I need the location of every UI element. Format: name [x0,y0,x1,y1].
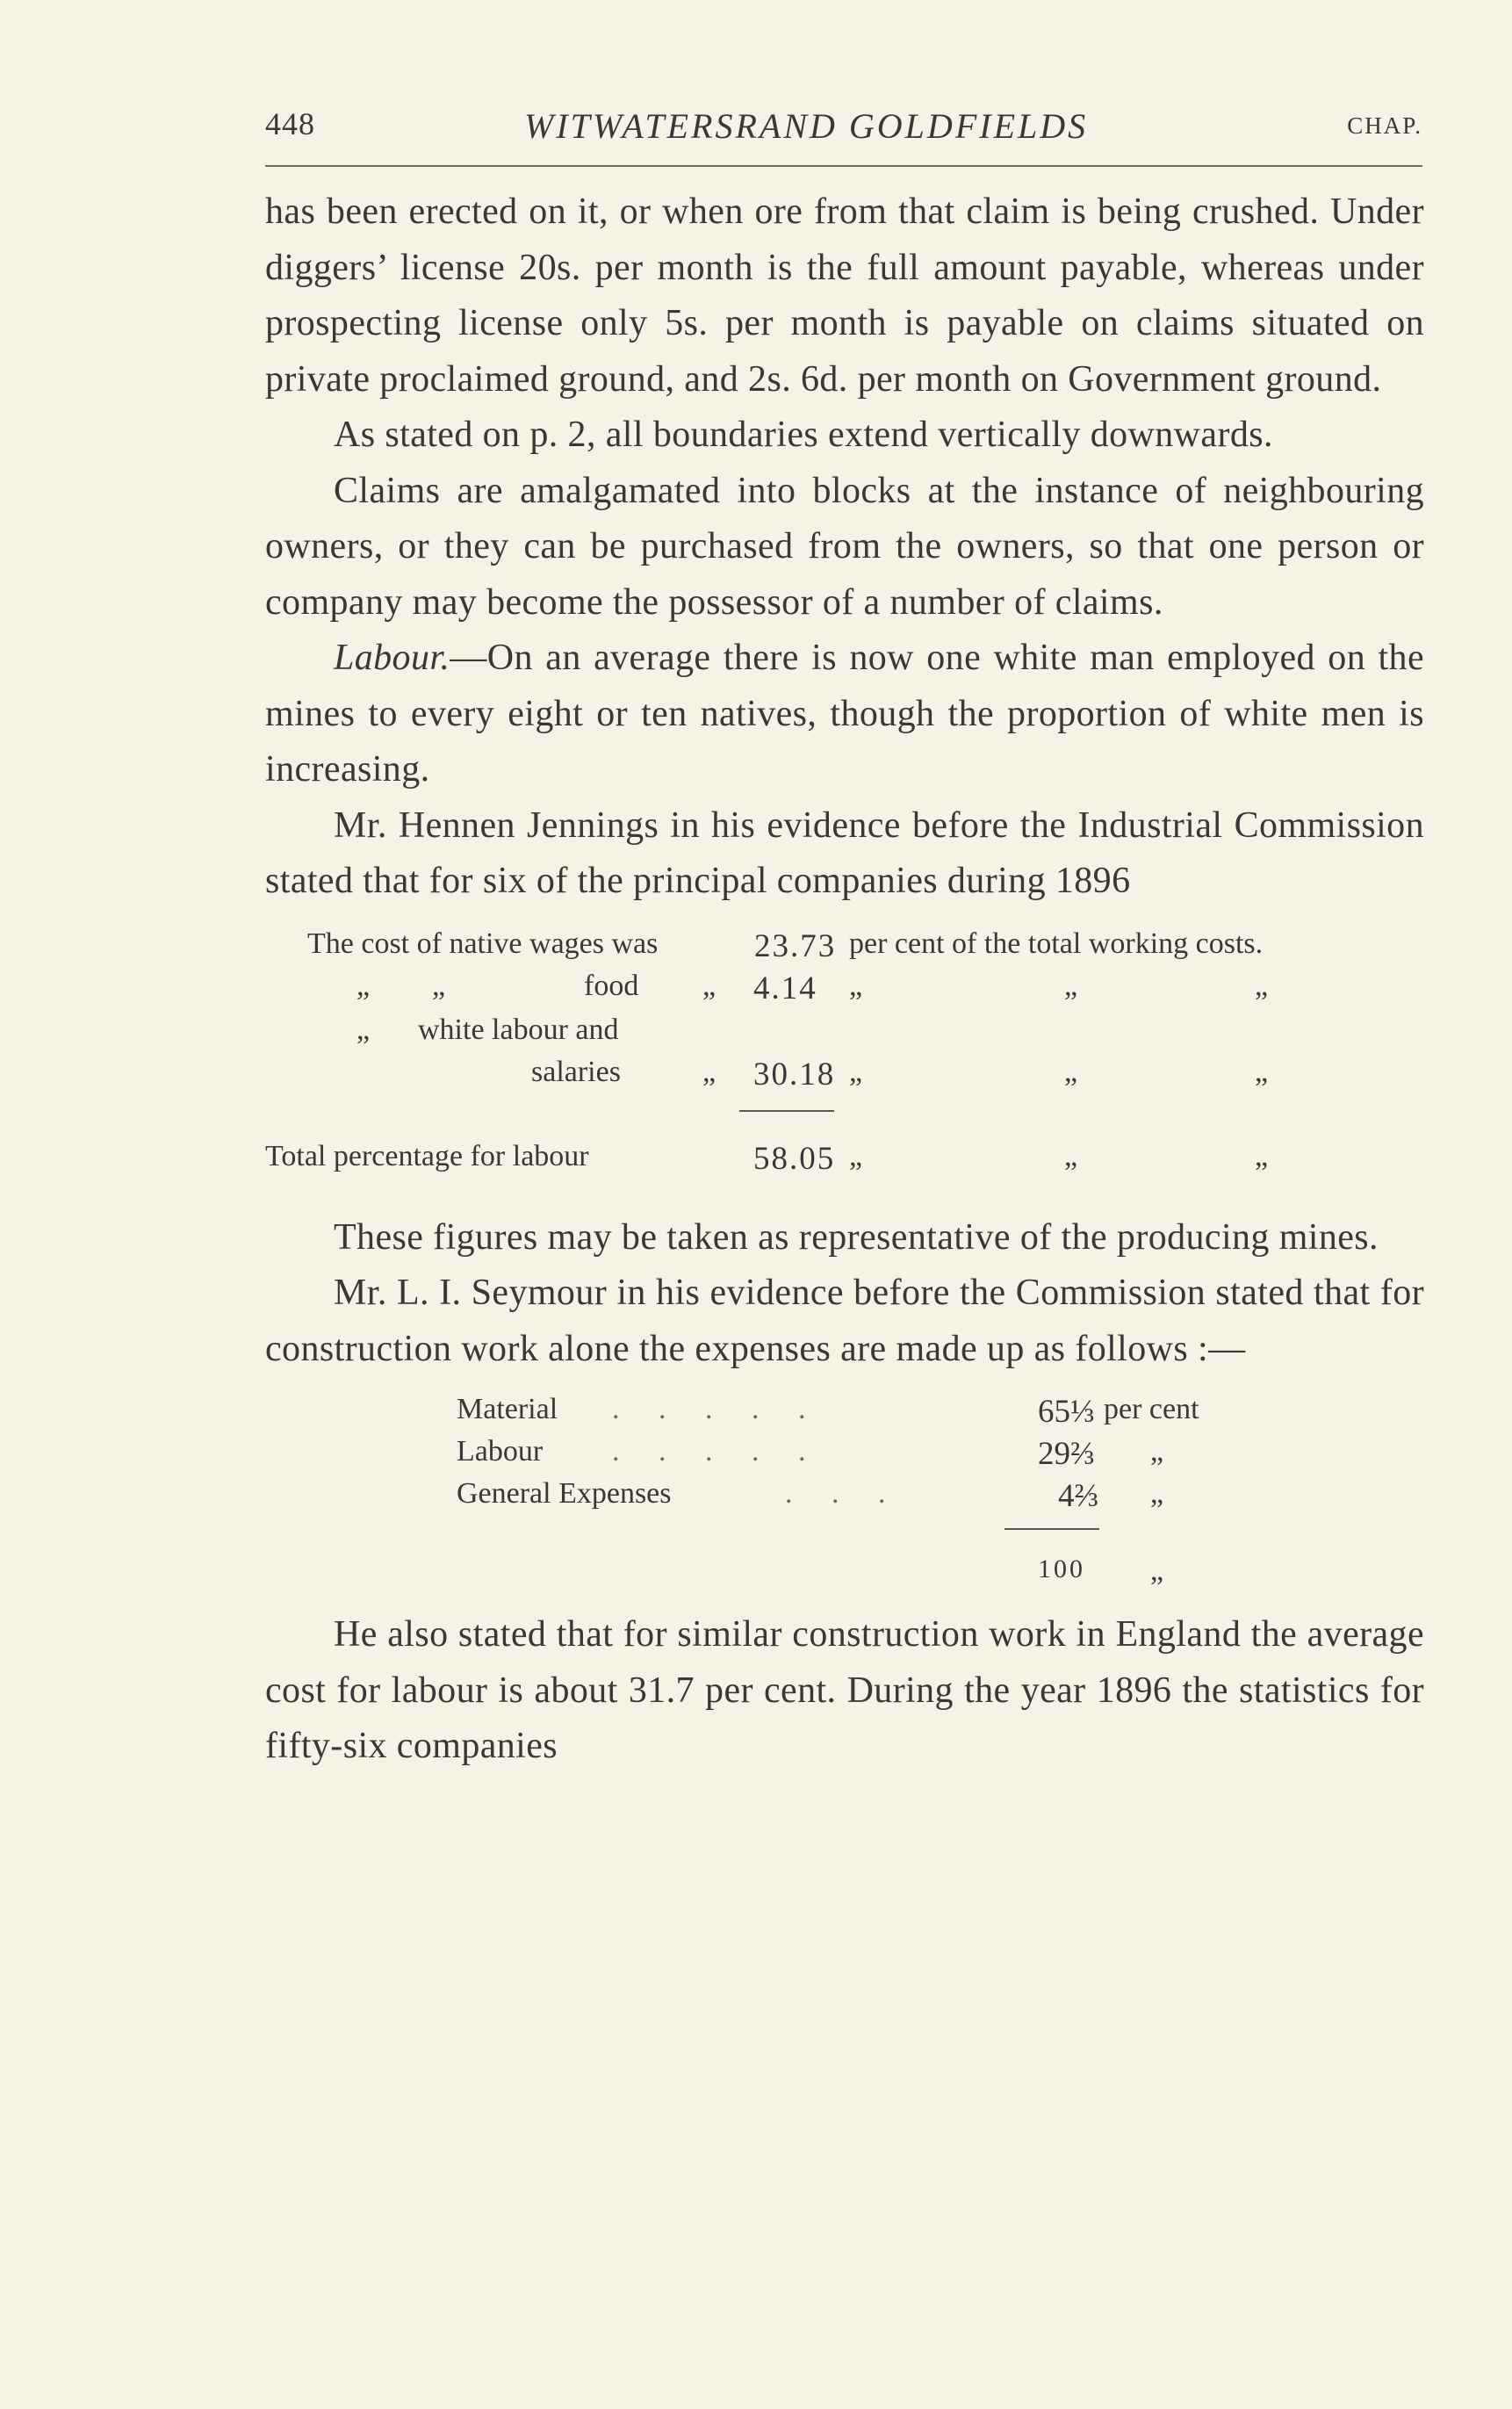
page-header [265,105,1422,149]
paragraph-5: Mr. Hennen Jennings in his evidence before the Industrial Commission stated that for six of the principal companies during 1896 [265,804,1424,901]
expense-dots: . . . . . [612,1393,822,1425]
expenses-table [265,1388,1424,1607]
total-row-text: Total percentage for labour [265,1139,589,1172]
paragraph-1: has been erected on it, or when ore from that claim is being crushed. Under diggers’ license 20s. per month is the full amount payable, whereas under prospecting license only 5s. per month is payable on claims situated on private proclaimed ground, and 2s. 6d. per month on Government ground. [265,191,1424,400]
expense-label: Material [457,1393,558,1425]
ditto-mark: „ [356,969,371,1002]
ditto-mark: „ [702,1055,716,1088]
expense-dots: . . . [785,1477,902,1510]
expense-unit: per cent [1104,1393,1199,1425]
expense-value: 29⅔ [1038,1436,1095,1472]
paragraph-labour [265,631,1424,798]
paragraph-8: He also stated that for similar construction work in England the average cost for labour is about 31.7 per cent. During the year 1896 the statistics for fifty-six companies [265,1614,1424,1766]
expense-unit: „ [1150,1435,1164,1468]
ditto-mark: „ [1064,969,1078,1002]
expense-total-unit: „ [1150,1554,1164,1587]
cost-row-1-text: The cost of native wages was [307,927,659,960]
ditto-mark: „ [1255,1055,1269,1088]
ditto-mark: „ [849,1055,863,1088]
ditto-mark: „ [1255,1139,1269,1172]
ditto-mark: „ [1064,1139,1078,1172]
cost-row-4-text: salaries [531,1055,621,1088]
page-number: 448 [265,106,315,141]
cost-row-4-value: 30.18 [753,1056,836,1093]
paragraph-7: Mr. L. I. Seymour in his evidence before the Commission stated that for construction work alone the expenses are made up as follows :— [265,1273,1424,1369]
page-body [265,184,1424,1775]
expense-label: General Expenses [457,1477,672,1510]
expense-dots: . . . . . [612,1435,822,1468]
labour-cost-table [265,920,1424,1210]
cost-row-1-value: 23.73 [754,927,837,964]
header-rule [265,165,1422,167]
total-row-value: 58.05 [753,1140,836,1177]
expense-value: 65⅓ [1038,1394,1095,1430]
cost-row-3-text: white labour and [418,1013,619,1046]
ditto-mark: „ [1064,1055,1078,1088]
ditto-mark: „ [356,1013,371,1046]
ditto-mark: „ [849,1139,863,1172]
chapter-label: CHAP. [1347,112,1422,139]
running-title: WITWATERSRAND GOLDFIELDS [524,106,1089,146]
paragraph-2: As stated on p. 2, all boundaries extend vertically downwards. [334,415,1273,455]
ditto-mark: „ [1255,969,1269,1002]
ditto-mark: „ [432,969,446,1002]
cost-row-2-text: food [584,969,639,1002]
ditto-mark: „ [702,969,716,1002]
expense-label: Labour [457,1435,544,1468]
labour-heading: Labour. [334,638,450,678]
paragraph-3: Claims are amalgamated into blocks at the instance of neighbouring owners, or they can be purchased from the owners, so that one person or company may become the possessor of a number of claims. [265,470,1424,623]
sum-rule [739,1110,834,1112]
cost-row-1-unit: per cent of the total working costs. [849,927,1264,960]
cost-row-2-value: 4.14 [753,970,817,1006]
expense-value: 4⅔ [1058,1478,1099,1514]
sum-rule [1004,1528,1099,1530]
expense-unit: „ [1150,1477,1164,1510]
labour-text: —On an average there is now one white man employed on the mines to every eight or ten natives, though the proportion of white men is increasing. [265,638,1424,790]
paragraph-6: These figures may be taken as representative of the producing mines. [334,1216,1379,1258]
expense-total-value: 100 [1038,1554,1085,1583]
ditto-mark: „ [849,969,863,1002]
